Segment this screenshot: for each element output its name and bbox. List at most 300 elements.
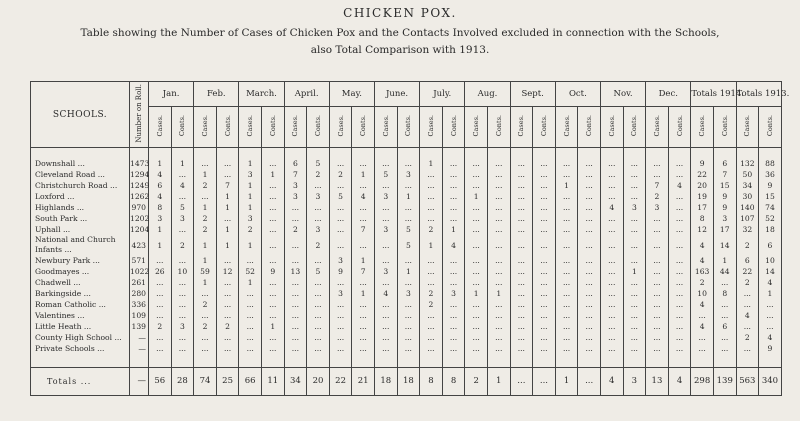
conts-subheader-label: Conts. <box>404 115 413 137</box>
value-cell: 2 <box>149 321 172 332</box>
value-cell: 22 <box>736 266 759 277</box>
cases-subheader-label: Cases. <box>336 115 345 137</box>
value-cell: ... <box>623 235 646 255</box>
cases-subheader-label: Cases. <box>743 115 752 137</box>
value-cell: 7 <box>646 180 669 191</box>
value-cell: ... <box>284 310 307 321</box>
value-cell: ... <box>713 310 736 321</box>
spacer-cell <box>623 354 646 368</box>
spacer-cell <box>578 148 601 159</box>
value-cell: 1 <box>149 235 172 255</box>
value-cell: ... <box>533 368 556 396</box>
spacer-cell <box>261 148 284 159</box>
value-cell: ... <box>533 180 556 191</box>
spacer-cell <box>555 354 578 368</box>
value-cell: 2 <box>736 332 759 343</box>
value-cell: ... <box>623 180 646 191</box>
value-cell: ... <box>487 332 510 343</box>
value-cell: 2 <box>420 299 443 310</box>
value-cell: 2 <box>736 277 759 288</box>
value-cell: ... <box>239 343 262 354</box>
value-cell: 4 <box>149 191 172 202</box>
value-cell: ... <box>329 310 352 321</box>
value-cell: ... <box>555 277 578 288</box>
table-row <box>31 169 782 180</box>
value-cell: ... <box>307 321 330 332</box>
value-cell: ... <box>736 299 759 310</box>
cases-subheader <box>194 107 217 148</box>
month-header: May. <box>329 82 374 107</box>
value-cell: ... <box>623 158 646 169</box>
conts-subheader <box>533 107 556 148</box>
value-cell: ... <box>420 213 443 224</box>
value-cell: ... <box>420 277 443 288</box>
value-cell: ... <box>329 180 352 191</box>
spacer-cell <box>149 148 172 159</box>
value-cell: ... <box>239 310 262 321</box>
value-cell: ... <box>510 255 533 266</box>
value-cell: ... <box>578 299 601 310</box>
spacer-cell <box>691 354 714 368</box>
spacer-cell <box>759 148 782 159</box>
value-cell: ... <box>397 277 420 288</box>
value-cell: ... <box>329 224 352 235</box>
spacer-cell <box>533 148 556 159</box>
value-cell: ... <box>216 299 239 310</box>
value-cell: ... <box>578 310 601 321</box>
value-cell: ... <box>216 213 239 224</box>
roll-header <box>130 82 149 148</box>
value-cell: 36 <box>759 169 782 180</box>
value-cell: ... <box>600 158 623 169</box>
school-name-cell: Cleveland Road ... <box>31 169 130 180</box>
value-cell: 4 <box>149 169 172 180</box>
table-row <box>31 255 782 266</box>
value-cell: 340 <box>759 368 782 396</box>
spacer-cell <box>759 354 782 368</box>
conts-subheader-label: Conts. <box>494 115 503 137</box>
value-cell: ... <box>374 158 397 169</box>
value-cell: 9 <box>759 180 782 191</box>
value-cell: 3 <box>284 180 307 191</box>
value-cell: ... <box>510 235 533 255</box>
value-cell: ... <box>149 299 172 310</box>
value-cell: ... <box>465 310 488 321</box>
spacer-cell <box>487 148 510 159</box>
value-cell: ... <box>216 288 239 299</box>
value-cell: ... <box>216 332 239 343</box>
spacer-cell <box>307 148 330 159</box>
month-header: Aug. <box>465 82 510 107</box>
table-row <box>31 299 782 310</box>
spacer-cell <box>736 354 759 368</box>
value-cell: ... <box>284 299 307 310</box>
cases-subheader-label: Cases. <box>200 115 209 137</box>
value-cell: ... <box>510 343 533 354</box>
value-cell: ... <box>623 255 646 266</box>
value-cell: ... <box>555 191 578 202</box>
cases-subheader-label: Cases. <box>517 115 526 137</box>
value-cell: 2 <box>691 277 714 288</box>
value-cell: 4 <box>759 277 782 288</box>
value-cell: 3 <box>239 213 262 224</box>
value-cell: 32 <box>736 224 759 235</box>
value-cell: ... <box>442 180 465 191</box>
value-cell: 4 <box>600 202 623 213</box>
value-cell: ... <box>759 310 782 321</box>
value-cell: 44 <box>713 266 736 277</box>
value-cell: ... <box>487 191 510 202</box>
value-cell: ... <box>149 343 172 354</box>
value-cell: ... <box>646 169 669 180</box>
value-cell: 3 <box>397 288 420 299</box>
value-cell: ... <box>623 310 646 321</box>
value-cell: ... <box>352 158 375 169</box>
value-cell: 88 <box>759 158 782 169</box>
cases-subheader-label: Cases. <box>472 115 481 137</box>
value-cell: 7 <box>216 180 239 191</box>
roll-cell: 1262 <box>130 192 150 201</box>
value-cell: 9 <box>261 266 284 277</box>
value-cell: ... <box>578 213 601 224</box>
cases-subheader <box>691 107 714 148</box>
value-cell: 10 <box>691 288 714 299</box>
cases-subheader-label: Cases. <box>426 115 435 137</box>
conts-subheader <box>578 107 601 148</box>
value-cell: ... <box>600 343 623 354</box>
value-cell: ... <box>307 255 330 266</box>
value-cell: ... <box>578 277 601 288</box>
value-cell: 6 <box>713 321 736 332</box>
value-cell: 1 <box>194 235 217 255</box>
value-cell: 6 <box>736 255 759 266</box>
value-cell: 2 <box>194 213 217 224</box>
value-cell: ... <box>171 277 194 288</box>
value-cell: ... <box>533 213 556 224</box>
value-cell: ... <box>239 332 262 343</box>
value-cell: 1 <box>239 191 262 202</box>
value-cell: ... <box>600 169 623 180</box>
value-cell: ... <box>555 332 578 343</box>
value-cell: 18 <box>759 224 782 235</box>
value-cell: 26 <box>149 266 172 277</box>
value-cell: ... <box>465 277 488 288</box>
value-cell: ... <box>759 299 782 310</box>
cases-subheader <box>555 107 578 148</box>
value-cell: ... <box>600 213 623 224</box>
spacer-cell <box>194 354 217 368</box>
value-cell: 9 <box>713 191 736 202</box>
value-cell: ... <box>352 299 375 310</box>
value-cell: 18 <box>374 368 397 396</box>
conts-subheader <box>352 107 375 148</box>
value-cell: ... <box>668 202 691 213</box>
value-cell: 8 <box>713 288 736 299</box>
value-cell: ... <box>578 266 601 277</box>
value-cell: 11 <box>261 368 284 396</box>
cases-subheader-label: Cases. <box>698 115 707 137</box>
value-cell: ... <box>668 224 691 235</box>
spacer-cell <box>646 148 669 159</box>
value-cell: ... <box>420 202 443 213</box>
value-cell: ... <box>487 169 510 180</box>
value-cell: 21 <box>352 368 375 396</box>
value-cell: ... <box>555 343 578 354</box>
value-cell: ... <box>533 277 556 288</box>
roll-cell: 1022 <box>130 267 150 276</box>
value-cell: ... <box>646 299 669 310</box>
value-cell: ... <box>149 332 172 343</box>
value-cell: ... <box>646 310 669 321</box>
spacer-row <box>31 148 782 159</box>
value-cell: ... <box>510 310 533 321</box>
table-row <box>31 191 782 202</box>
school-name-cell: Christchurch Road ... <box>31 180 130 191</box>
value-cell: 17 <box>691 202 714 213</box>
value-cell: 132 <box>736 158 759 169</box>
value-cell: 4 <box>668 368 691 396</box>
spacer-row <box>31 354 782 368</box>
roll-cell: 1249 <box>130 181 150 190</box>
value-cell: ... <box>284 202 307 213</box>
value-cell: ... <box>510 368 533 396</box>
value-cell: ... <box>307 277 330 288</box>
value-cell: ... <box>352 310 375 321</box>
value-cell: 1 <box>420 235 443 255</box>
value-cell: ... <box>533 255 556 266</box>
conts-subheader <box>261 107 284 148</box>
school-name-cell: Valentines ... <box>31 310 130 321</box>
value-cell: 19 <box>691 191 714 202</box>
value-cell: ... <box>329 158 352 169</box>
value-cell: 2 <box>216 321 239 332</box>
value-cell: ... <box>487 180 510 191</box>
value-cell: 8 <box>149 202 172 213</box>
spacer-cell <box>578 354 601 368</box>
value-cell: ... <box>600 288 623 299</box>
value-cell: ... <box>171 255 194 266</box>
value-cell: ... <box>691 332 714 343</box>
conts-subheader <box>397 107 420 148</box>
table-row <box>31 235 782 255</box>
month-header: Nov. <box>600 82 645 107</box>
value-cell: ... <box>216 277 239 288</box>
month-header: April. <box>284 82 329 107</box>
value-cell: ... <box>397 321 420 332</box>
cases-subheader <box>600 107 623 148</box>
value-cell: 1 <box>239 180 262 191</box>
value-cell: ... <box>194 288 217 299</box>
value-cell: ... <box>533 235 556 255</box>
table-row <box>31 277 782 288</box>
value-cell: ... <box>510 202 533 213</box>
table-row <box>31 224 782 235</box>
value-cell: ... <box>149 255 172 266</box>
conts-subheader <box>713 107 736 148</box>
value-cell: ... <box>284 255 307 266</box>
value-cell: ... <box>668 255 691 266</box>
value-cell: ... <box>623 332 646 343</box>
value-cell: 59 <box>194 266 217 277</box>
value-cell: ... <box>510 213 533 224</box>
spacer-cell <box>284 148 307 159</box>
value-cell: ... <box>623 343 646 354</box>
value-cell: 74 <box>759 202 782 213</box>
value-cell: ... <box>533 169 556 180</box>
spacer-cell <box>623 148 646 159</box>
value-cell: ... <box>555 235 578 255</box>
value-cell: 7 <box>284 169 307 180</box>
value-cell: ... <box>668 191 691 202</box>
spacer-cell <box>487 354 510 368</box>
conts-subheader-label: Conts. <box>675 115 684 137</box>
school-name-cell: South Park ... <box>31 213 130 224</box>
value-cell: ... <box>668 332 691 343</box>
value-cell: ... <box>194 310 217 321</box>
value-cell: ... <box>420 310 443 321</box>
month-header: June. <box>374 82 419 107</box>
spacer-cell <box>31 354 130 368</box>
value-cell: ... <box>487 202 510 213</box>
cases-subheader <box>736 107 759 148</box>
spacer-cell <box>736 148 759 159</box>
document-title: CHICKEN POX. <box>343 6 457 20</box>
value-cell: ... <box>623 224 646 235</box>
value-cell: ... <box>578 169 601 180</box>
value-cell: 2 <box>194 180 217 191</box>
value-cell: ... <box>171 224 194 235</box>
value-cell: ... <box>713 277 736 288</box>
value-cell: ... <box>487 255 510 266</box>
value-cell: ... <box>555 169 578 180</box>
conts-subheader-label: Conts. <box>539 115 548 137</box>
value-cell: ... <box>442 310 465 321</box>
value-cell: ... <box>442 158 465 169</box>
value-cell: 4 <box>374 288 397 299</box>
totals-row <box>31 368 782 396</box>
value-cell: ... <box>194 332 217 343</box>
value-cell: 74 <box>194 368 217 396</box>
spacer-cell <box>307 354 330 368</box>
value-cell: 1 <box>149 224 172 235</box>
value-cell: ... <box>646 158 669 169</box>
value-cell: 30 <box>736 191 759 202</box>
cases-subheader <box>510 107 533 148</box>
value-cell: 3 <box>307 224 330 235</box>
value-cell: 2 <box>329 169 352 180</box>
value-cell: ... <box>487 235 510 255</box>
table-row <box>31 158 782 169</box>
value-cell: ... <box>668 288 691 299</box>
subtitle-line-2: also Total Comparison with 1913. <box>310 44 490 56</box>
value-cell: ... <box>487 299 510 310</box>
spacer-cell <box>130 148 149 159</box>
value-cell: 9 <box>713 202 736 213</box>
value-cell: ... <box>397 202 420 213</box>
value-cell: ... <box>578 255 601 266</box>
value-cell: 1 <box>487 288 510 299</box>
school-name-cell: Downshall ... <box>31 158 130 169</box>
value-cell: 4 <box>171 180 194 191</box>
value-cell: ... <box>442 277 465 288</box>
value-cell: ... <box>420 332 443 343</box>
value-cell: 2 <box>194 299 217 310</box>
spacer-cell <box>352 354 375 368</box>
value-cell: ... <box>600 235 623 255</box>
value-cell: ... <box>216 310 239 321</box>
value-cell: ... <box>352 321 375 332</box>
cases-subheader-label: Cases. <box>246 115 255 137</box>
value-cell: ... <box>374 235 397 255</box>
value-cell: ... <box>171 169 194 180</box>
value-cell: 1 <box>239 202 262 213</box>
value-cell: 1 <box>239 158 262 169</box>
value-cell: 17 <box>713 224 736 235</box>
value-cell: 2 <box>171 235 194 255</box>
value-cell: ... <box>510 191 533 202</box>
value-cell: ... <box>420 255 443 266</box>
value-cell: ... <box>533 310 556 321</box>
value-cell: 2 <box>284 224 307 235</box>
value-cell: ... <box>442 169 465 180</box>
school-name-cell: Private Schools ... <box>31 343 130 354</box>
value-cell: ... <box>510 266 533 277</box>
value-cell: ... <box>352 332 375 343</box>
value-cell: ... <box>623 321 646 332</box>
value-cell: ... <box>284 288 307 299</box>
value-cell: ... <box>623 169 646 180</box>
value-cell: ... <box>555 321 578 332</box>
value-cell: ... <box>261 288 284 299</box>
value-cell: ... <box>487 343 510 354</box>
value-cell: ... <box>329 277 352 288</box>
value-cell: ... <box>668 213 691 224</box>
spacer-cell <box>713 148 736 159</box>
cases-subheader <box>374 107 397 148</box>
value-cell: 1 <box>216 191 239 202</box>
value-cell: 12 <box>691 224 714 235</box>
value-cell: 1 <box>759 288 782 299</box>
value-cell: ... <box>555 299 578 310</box>
value-cell: ... <box>668 277 691 288</box>
value-cell: ... <box>239 299 262 310</box>
value-cell: ... <box>261 343 284 354</box>
value-cell: 14 <box>759 266 782 277</box>
value-cell: ... <box>668 169 691 180</box>
value-cell: 6 <box>713 158 736 169</box>
value-cell: 4 <box>352 191 375 202</box>
value-cell: ... <box>284 321 307 332</box>
conts-subheader-label: Conts. <box>765 115 774 137</box>
value-cell: 1 <box>352 288 375 299</box>
conts-subheader-label: Conts. <box>313 115 322 137</box>
value-cell: 4 <box>736 310 759 321</box>
value-cell: 2 <box>239 224 262 235</box>
value-cell: ... <box>194 191 217 202</box>
value-cell: ... <box>149 288 172 299</box>
value-cell: ... <box>171 299 194 310</box>
value-cell: 107 <box>736 213 759 224</box>
cases-subheader-label: Cases. <box>155 115 164 137</box>
value-cell: 5 <box>397 224 420 235</box>
value-cell: ... <box>239 255 262 266</box>
value-cell: ... <box>533 288 556 299</box>
value-cell: ... <box>600 255 623 266</box>
cases-subheader-label: Cases. <box>652 115 661 137</box>
cases-subheader <box>239 107 262 148</box>
value-cell: ... <box>578 321 601 332</box>
value-cell: ... <box>555 310 578 321</box>
